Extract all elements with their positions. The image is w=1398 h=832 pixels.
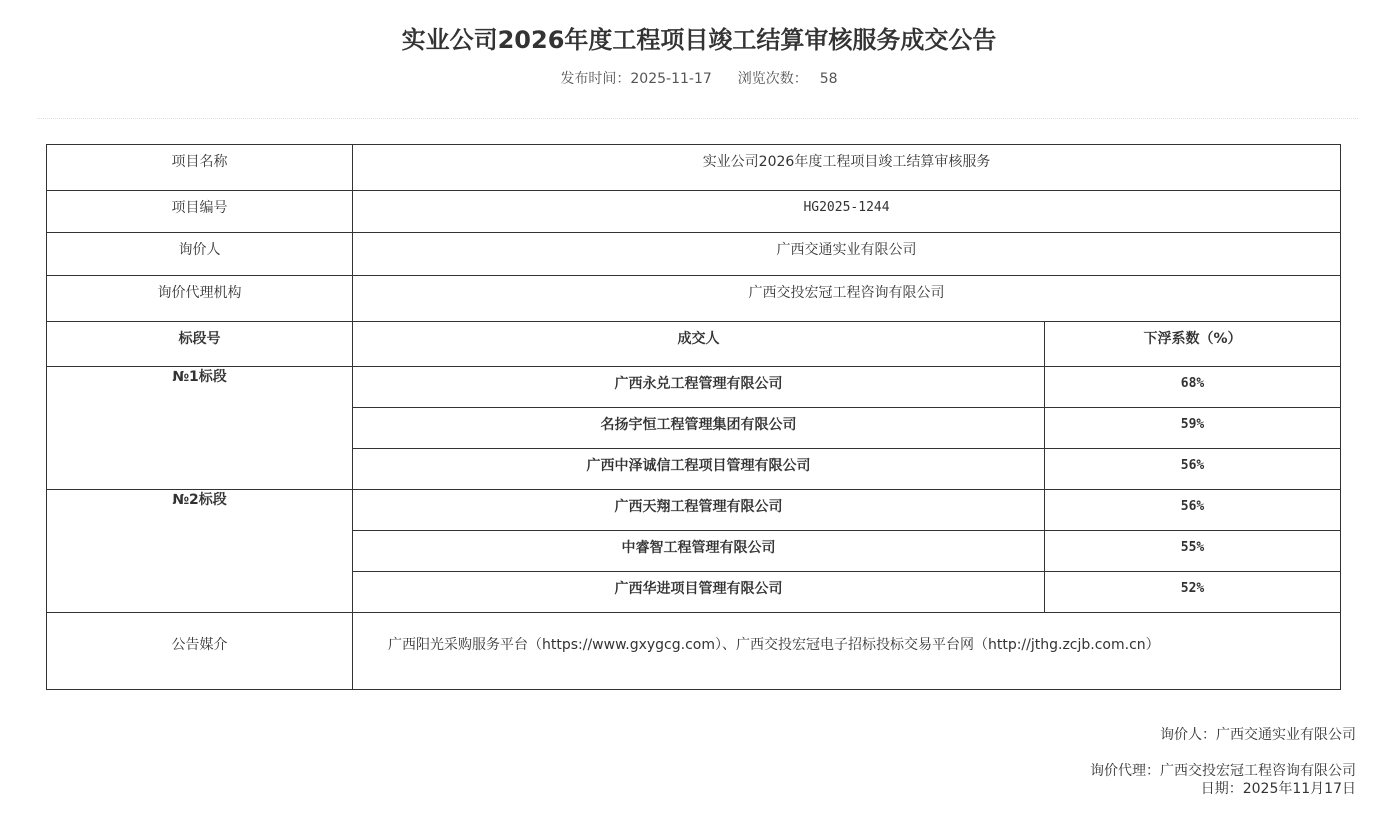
lot-header: 标段号	[47, 322, 353, 367]
title-divider	[37, 118, 1358, 119]
agency-value: 广西交投宏冠工程咨询有限公司	[353, 276, 1341, 322]
views-count: 58	[819, 71, 838, 87]
project-name-label: 项目名称	[47, 145, 353, 191]
rate-header: 下浮系数（%）	[1045, 322, 1341, 367]
views-label: 浏览次数：	[737, 71, 808, 87]
footer-inquirer: 询价人：广西交通实业有限公司	[1160, 727, 1356, 743]
winner-rate: 56%	[1045, 490, 1341, 531]
winner-name: 中睿智工程管理有限公司	[353, 531, 1045, 572]
announcement-table	[46, 144, 1341, 690]
footer-date: 日期：2025年11月17日	[1200, 781, 1356, 797]
table-row	[47, 276, 1341, 322]
footer-agent: 询价代理：广西交投宏冠工程咨询有限公司	[1090, 763, 1356, 779]
project-name-value: 实业公司2026年度工程项目竣工结算审核服务	[353, 145, 1341, 191]
lot-1-cell: №1标段	[47, 367, 353, 490]
table-row	[47, 367, 1341, 408]
table-row	[47, 145, 1341, 191]
winner-name: 广西华进项目管理有限公司	[353, 572, 1045, 613]
winner-name: 广西永兑工程管理有限公司	[353, 367, 1045, 408]
winner-name: 名扬宇恒工程管理集团有限公司	[353, 408, 1045, 449]
publish-date: 2025-11-17	[630, 71, 712, 87]
table-row	[47, 613, 1341, 690]
winner-rate: 56%	[1045, 449, 1341, 490]
inquirer-value: 广西交通实业有限公司	[353, 233, 1341, 276]
inquirer-label: 询价人	[47, 233, 353, 276]
results-header-row	[47, 322, 1341, 367]
media-value: 广西阳光采购服务平台（https://www.gxygcg.com）、广西交投宏冠电子招标投标交易平台网（http://jthg.zcjb.com.cn）	[353, 613, 1341, 690]
project-code-value: HG2025-1244	[353, 191, 1341, 233]
winner-rate: 52%	[1045, 572, 1341, 613]
publish-label: 发布时间：	[560, 71, 631, 87]
winner-rate: 59%	[1045, 408, 1341, 449]
winner-header: 成交人	[353, 322, 1045, 367]
lot-2-cell: №2标段	[47, 490, 353, 613]
winner-rate: 55%	[1045, 531, 1341, 572]
table-row	[47, 490, 1341, 531]
project-code-label: 项目编号	[47, 191, 353, 233]
announcement-meta	[0, 69, 1398, 89]
table-row	[47, 191, 1341, 233]
media-label: 公告媒介	[47, 613, 353, 690]
winner-name: 广西中泽诚信工程项目管理有限公司	[353, 449, 1045, 490]
winner-rate: 68%	[1045, 367, 1341, 408]
page-title: 实业公司2026年度工程项目竣工结算审核服务成交公告	[401, 26, 997, 54]
agency-label: 询价代理机构	[47, 276, 353, 322]
table-row	[47, 233, 1341, 276]
winner-name: 广西天翔工程管理有限公司	[353, 490, 1045, 531]
